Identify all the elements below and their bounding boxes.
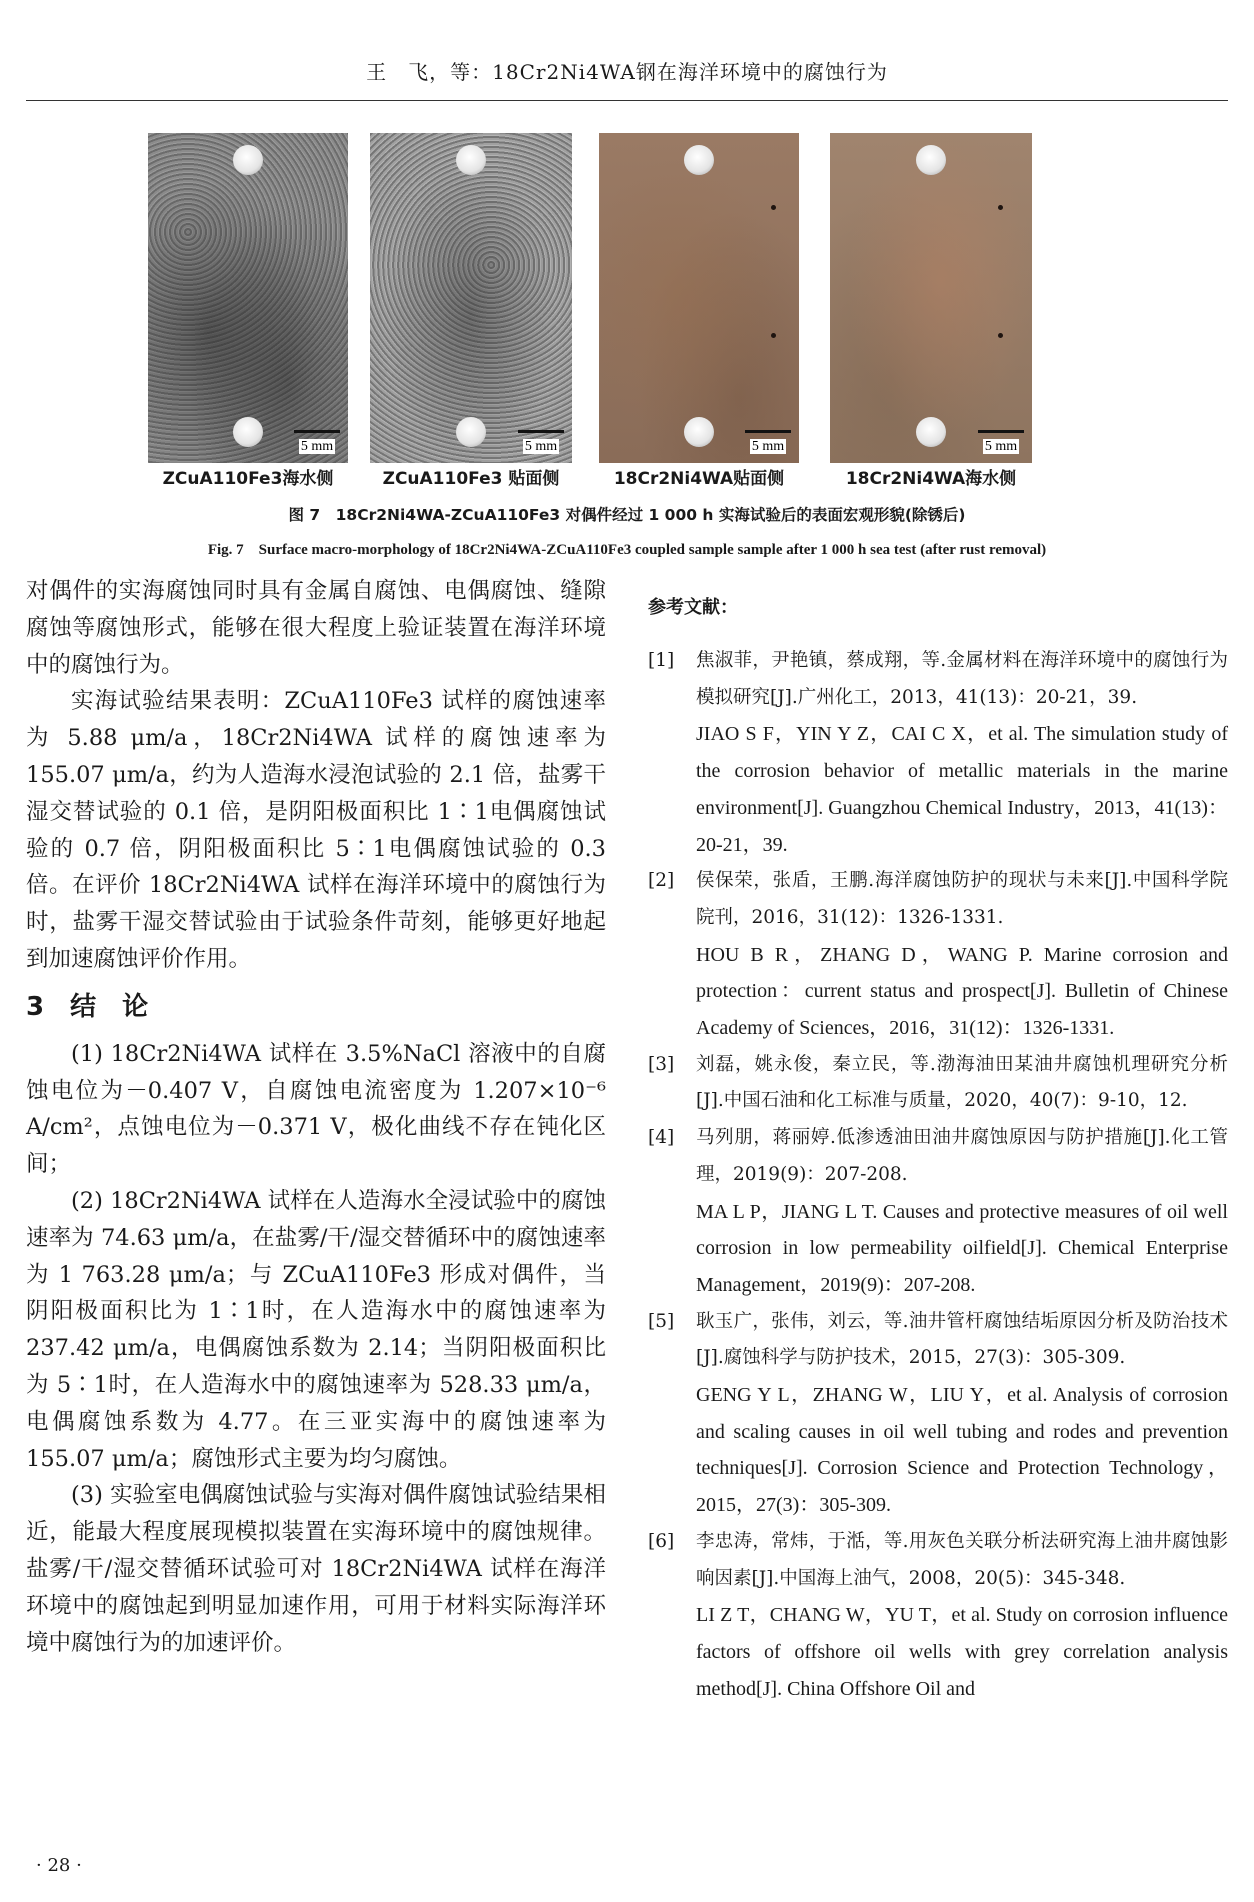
scale-bar: 5 mm [745,430,791,455]
figure-photo-2 [370,133,572,463]
figure-panel-label: 18Cr2Ni4WA海水侧 [845,469,1017,489]
figure-caption-en: Fig. 7 Surface macro-morphology of 18Cr2Ni4WA-ZCuA110Fe3 coupled sample sample after 1 000 h sea test (after rust removal) [207,542,1047,558]
reference-cn: 马列朋，蒋丽婷.低渗透油田油井腐蚀原因与防护措施[J].化工管理，2019(9)：207-208. [696,1127,1228,1185]
mounting-hole [456,145,486,175]
figure-panel-label: 18Cr2Ni4WA贴面侧 [613,469,785,489]
mounting-hole [916,145,946,175]
conclusion-item: (1) 18Cr2Ni4WA 试样在 3.5%NaCl 溶液中的自腐蚀电位为－0.407 V，自腐蚀电流密度为 1.207×10⁻⁶ A/cm²，点蚀电位为－0.371 V，极化曲线不存在钝化区间； [26,1040,606,1178]
scale-bar: 5 mm [294,430,340,455]
left-column [26,573,606,1661]
reference-en: GENG Y L，ZHANG W，LIU Y，et al. Analysis of corrosion and scaling causes in oil well tubing and rodes and prevention techniques[J]. Corrosion Science and Protection Technology，2015，27(3)：305-309. [696,1384,1228,1517]
section-heading: 3 结 论 [26,991,149,1022]
reference-cn: 李忠涛，常炜，于湉，等.用灰色关联分析法研究海上油井腐蚀影响因素[J].中国海上油气，2008，20(5)：345-348. [696,1530,1228,1589]
reference-entry [648,1047,1228,1120]
reference-cn: 焦淑菲，尹艳镇，蔡成翔，等.金属材料在海洋环境中的腐蚀行为模拟研究[J].广州化工，2013，41(13)：20-21，39. [696,650,1228,708]
mounting-hole [916,417,946,447]
figure-photo-3 [599,133,799,463]
reference-number: [6] [648,1530,675,1552]
figure-panel-label: ZCuA110Fe3 贴面侧 [382,469,560,489]
header-rule [26,100,1228,101]
mounting-hole [456,417,486,447]
conclusion-item: (3) 实验室电偶腐蚀试验与实海对偶件腐蚀试验结果相近，能最大程度展现模拟装置在实海环境中的腐蚀规律。盐雾/干/湿交替循环试验可对 18Cr2Ni4WA 试样在海洋环境中的腐蚀起到明显加速作用，可用于材料实际海洋环境中腐蚀行为的加速评价。 [26,1482,606,1656]
scale-bar: 5 mm [978,430,1024,455]
reference-en: JIAO S F，YIN Y Z，CAI C X，et al. The simulation study of the corrosion behavior of metallic materials in the marine environment[J]. Guangzhou Chemical Industry，2013，41(13)：20-21，39. [696,723,1228,856]
figure-photo-1 [148,133,348,463]
running-header: 王 飞，等：18Cr2Ni4WA钢在海洋环境中的腐蚀行为 [366,60,888,84]
reference-number: [5] [648,1310,675,1332]
conclusion-item: (2) 18Cr2Ni4WA 试样在人造海水全浸试验中的腐蚀速率为 74.63 μm/a，在盐雾/干/湿交替循环中的腐蚀速率为 1 763.28 μm/a；与 ZCuA110Fe3 形成对偶件，当阴阳极面积比为 1∶1时，在人造海水中的腐蚀速率为 237.42 μm/a，电偶腐蚀系数为 2.14；当阴阳极面积比为 5∶1时，在人造海水中的腐蚀速率为 528.33 μm/a，电偶腐蚀系数为 4.77。在三亚实海中的腐蚀速率为 155.07 μm/a；腐蚀形式主要为均匀腐蚀。 [26,1187,606,1472]
mounting-hole [233,145,263,175]
mounting-hole [684,417,714,447]
page-number: · 28 · [36,1855,82,1876]
reference-entry [648,1304,1228,1524]
figure-photo-4 [830,133,1032,463]
reference-entry [648,1524,1228,1708]
reference-entry [648,643,1228,863]
figure-caption-cn: 图 7 18Cr2Ni4WA-ZCuA110Fe3 对偶件经过 1 000 h 实海试验后的表面宏观形貌(除锈后) [288,506,966,524]
reference-en: LI Z T，CHANG W，YU T，et al. Study on corrosion influence factors of offshore oil wells with grey correlation analysis method[J]. China Offshore Oil and [696,1604,1228,1700]
reference-entry [648,1120,1228,1304]
reference-number: [2] [648,870,675,892]
references-column [648,593,1228,1707]
reference-entry [648,863,1228,1047]
reference-en: MA L P，JIANG L T. Causes and protective measures of oil well corrosion in low permeability oilfield[J]. Chemical Enterprise Management，2019(9)：207-208. [696,1200,1228,1296]
body-paragraph: 对偶件的实海腐蚀同时具有金属自腐蚀、电偶腐蚀、缝隙腐蚀等腐蚀形式，能够在很大程度上验证装置在海洋环境中的腐蚀行为。 [26,578,606,678]
body-paragraph: 实海试验结果表明：ZCuA110Fe3 试样的腐蚀速率为 5.88 μm/a，18Cr2Ni4WA 试样的腐蚀速率为 155.07 μm/a，约为人造海水浸泡试验的 2.1 倍，盐雾干湿交替试验的 0.1 倍，是阴阳极面积比 1∶1电偶腐蚀试验的 0.7 倍，阴阳极面积比 5∶1电偶腐蚀试验的 0.3 倍。在评价 18Cr2Ni4WA 试样在海洋环境中的腐蚀行为时，盐雾干湿交替试验由于试验条件苛刻，能够更好地起到加速腐蚀评价作用。 [26,688,606,972]
figure-panel-label: ZCuA110Fe3海水侧 [162,469,334,489]
mounting-hole [233,417,263,447]
reference-number: [1] [648,650,675,671]
reference-en: HOU B R，ZHANG D，WANG P. Marine corrosion and protection：current status and prospect[J]. Bulletin of Chinese Academy of Sciences，2016，31(12)：1326-1331. [696,943,1228,1040]
reference-number: [4] [648,1127,675,1149]
reference-cn: 侯保荣，张盾，王鹏.海洋腐蚀防护的现状与未来[J].中国科学院院刊，2016，31(12)：1326-1331. [696,870,1228,928]
reference-cn: 耿玉广，张伟，刘云，等.油井管杆腐蚀结垢原因分析及防治技术[J].腐蚀科学与防护技术，2015，27(3)：305-309. [696,1310,1228,1369]
references-heading: 参考文献： [648,597,738,618]
reference-number: [3] [648,1053,675,1075]
scale-bar: 5 mm [518,430,564,455]
reference-cn: 刘磊，姚永俊，秦立民，等.渤海油田某油井腐蚀机理研究分析[J].中国石油和化工标准与质量，2020，40(7)：9-10，12. [696,1053,1228,1112]
mounting-hole [684,145,714,175]
